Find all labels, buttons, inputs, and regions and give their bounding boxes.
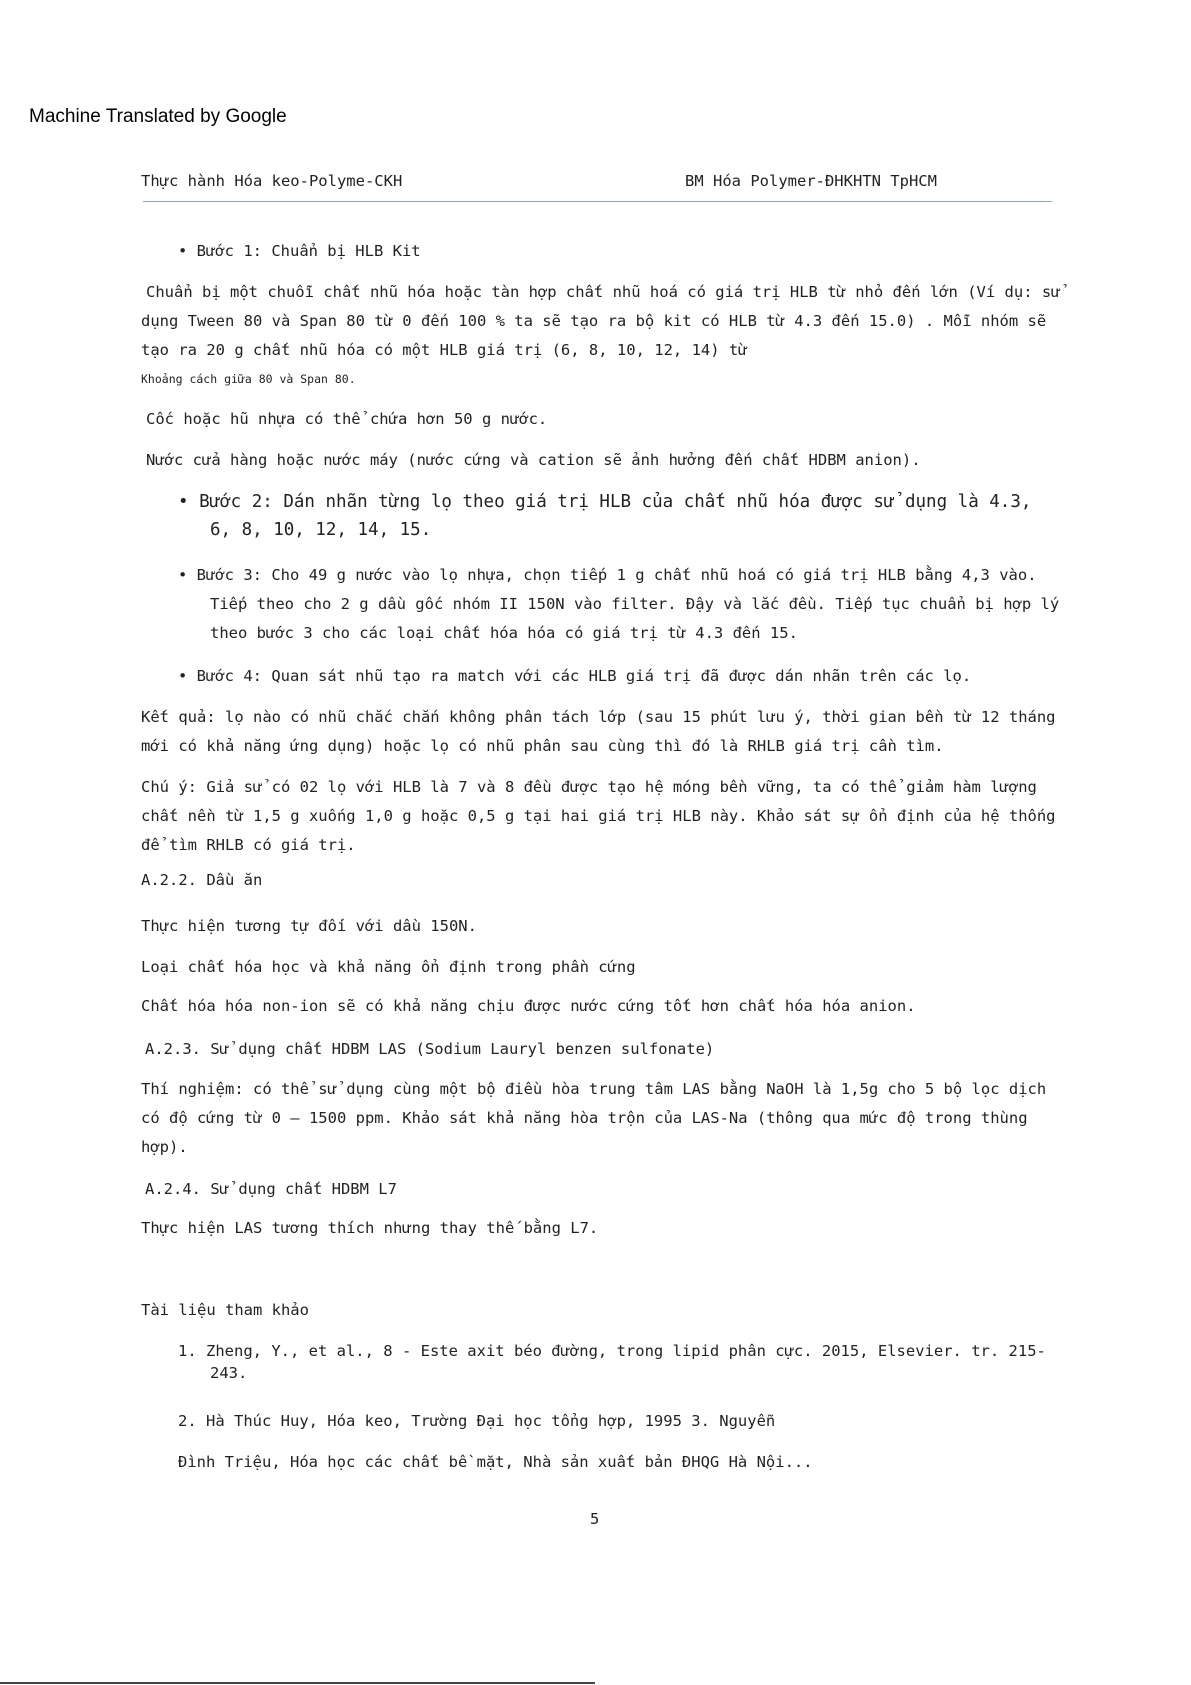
note-line: Chú ý: Giả sử có 02 lọ với HLB là 7 và 8 đều được tạo hệ móng bền vững, ta có thể giảm hàm lượng xyxy=(141,778,1037,796)
step1-para-line: Chuẩn bị một chuỗi chất nhũ hóa hoặc tàn hợp chất nhũ hoá có giá trị HLB từ nhỏ đến lớn (Ví dụ: sử xyxy=(146,283,1061,301)
references-title: Tài liệu tham khảo xyxy=(141,1301,309,1319)
header-left: Thực hành Hóa keo-Polyme-CKH xyxy=(141,172,403,190)
section-a223-title: A.2.3. Sử dụng chất HDBM LAS (Sodium Lauryl benzen sulfonate) xyxy=(145,1040,715,1058)
step1-para-line: tạo ra 20 g chất nhũ hóa có một HLB giá trị (6, 8, 10, 12, 14) từ xyxy=(141,341,748,359)
a223-line: có độ cứng từ 0 – 1500 ppm. Khảo sát khả năng hòa trộn của LAS-Na (thông qua mức độ trong thùng xyxy=(141,1109,1028,1127)
section-a224-title: A.2.4. Sử dụng chất HDBM L7 xyxy=(145,1180,397,1198)
footer-rule xyxy=(0,1682,595,1684)
a222-line: Thực hiện tương tự đối với dầu 150N. xyxy=(141,917,477,935)
note-line: chất nền từ 1,5 g xuống 1,0 g hoặc 0,5 g tại hai giá trị HLB này. Khảo sát sự ổn định của hệ thống xyxy=(141,807,1056,825)
step3-line: • Bước 3: Cho 49 g nước vào lọ nhựa, chọn tiếp 1 g chất nhũ hoá có giá trị HLB bằng 4,3 vào. xyxy=(178,566,1037,584)
reference-item: 1. Zheng, Y., et al., 8 - Este axit béo đường, trong lipid phân cực. 2015, Elsevier. tr. 215- xyxy=(178,1342,1046,1360)
machine-translated-watermark: Machine Translated by Google xyxy=(29,106,287,127)
step1-bullet: • Bước 1: Chuẩn bị HLB Kit xyxy=(178,242,421,260)
reference-item: 2. Hà Thúc Huy, Hóa keo, Trường Đại học tổng hợp, 1995 3. Nguyễn xyxy=(178,1412,776,1430)
step1-para-line: dụng Tween 80 và Span 80 từ 0 đến 100 % ta sẽ tạo ra bộ kit có HLB từ 4.3 đến 15.0) . Mỗi nhóm sẽ xyxy=(141,312,1047,330)
a223-line: hợp). xyxy=(141,1138,188,1156)
header-divider xyxy=(143,201,1052,202)
step1-cup-line: Cốc hoặc hũ nhựa có thể chứa hơn 50 g nước. xyxy=(146,410,548,428)
a224-line: Thực hiện LAS tương thích nhưng thay thế bằng L7. xyxy=(141,1219,599,1237)
header-right: BM Hóa Polymer-ĐHKHTN TpHCM xyxy=(685,172,937,190)
page-number: 5 xyxy=(590,1510,600,1528)
result-line: mới có khả năng ứng dụng) hoặc lọ có nhũ phân sau cùng thì đó là RHLB giá trị cần tìm. xyxy=(141,737,944,755)
a223-line: Thí nghiệm: có thể sử dụng cùng một bộ điều hòa trung tâm LAS bằng NaOH là 1,5g cho 5 bộ lọc dịch xyxy=(141,1080,1047,1098)
note-line: để tìm RHLB có giá trị. xyxy=(141,836,356,854)
step4-line: • Bước 4: Quan sát nhũ tạo ra match với các HLB giá trị đã được dán nhãn trên các lọ. xyxy=(178,667,972,685)
result-line: Kết quả: lọ nào có nhũ chắc chắn không phân tách lớp (sau 15 phút lưu ý, thời gian bền từ 12 tháng xyxy=(141,708,1056,726)
reference-item: 243. xyxy=(210,1364,248,1382)
step2-line: 6, 8, 10, 12, 14, 15. xyxy=(210,520,432,540)
step1-small-line: Khoảng cách giữa 80 và Span 80. xyxy=(141,372,356,386)
reference-item: Đình Triệu, Hóa học các chất bề mặt, Nhà sản xuất bản ĐHQG Hà Nội... xyxy=(178,1453,813,1471)
step1-water-line: Nước cửa hàng hoặc nước máy (nước cứng và cation sẽ ảnh hưởng đến chất HDBM anion). xyxy=(146,451,921,469)
step3-line: theo bước 3 cho các loại chất hóa hóa có giá trị từ 4.3 đến 15. xyxy=(210,624,798,642)
step3-line: Tiếp theo cho 2 g dầu gốc nhóm II 150N vào filter. Đậy và lắc đều. Tiếp tục chuẩn bị hợp lý xyxy=(210,595,1060,613)
a222-line: Chất hóa hóa non-ion sẽ có khả năng chịu được nước cứng tốt hơn chất hóa hóa anion. xyxy=(141,997,916,1015)
a222-line: Loại chất hóa học và khả năng ổn định trong phần cứng xyxy=(141,958,636,976)
section-a222-title: A.2.2. Dầu ăn xyxy=(141,871,263,889)
step2-line: • Bước 2: Dán nhãn từng lọ theo giá trị HLB của chất nhũ hóa được sử dụng là 4.3, xyxy=(178,492,1032,512)
